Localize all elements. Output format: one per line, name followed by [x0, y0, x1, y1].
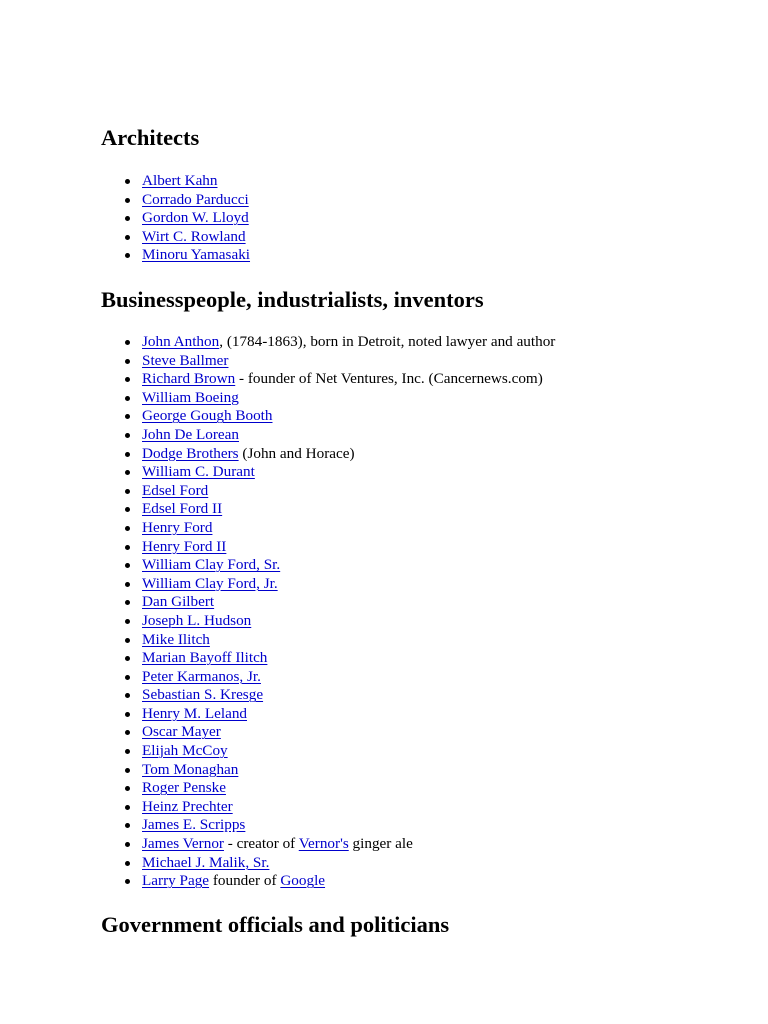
person-link[interactable]: James E. Scripps	[142, 816, 246, 834]
person-link[interactable]: James Vernor	[142, 835, 224, 853]
bullet-icon	[125, 340, 130, 345]
architects-list	[101, 172, 250, 265]
person-link[interactable]: Roger Penske	[142, 779, 226, 797]
person-link[interactable]: Michael J. Malik, Sr.	[142, 853, 270, 871]
person-link[interactable]: Peter Karmanos, Jr.	[142, 667, 261, 685]
list-item	[101, 816, 555, 835]
list-item	[101, 556, 555, 575]
person-link[interactable]: Tom Monaghan	[142, 760, 239, 778]
bullet-icon	[125, 179, 130, 184]
bullet-icon	[125, 749, 130, 754]
list-item	[101, 445, 555, 464]
list-item	[101, 612, 555, 631]
bullet-icon	[125, 693, 130, 698]
person-link[interactable]: Richard Brown	[142, 370, 236, 388]
person-link[interactable]: George Gough Booth	[142, 407, 273, 425]
item-description-tail: ginger ale	[348, 835, 413, 853]
bullet-icon	[125, 823, 130, 828]
list-item	[101, 872, 555, 891]
person-link[interactable]: Steve Ballmer	[142, 351, 229, 369]
bullet-icon	[125, 198, 130, 203]
list-item	[101, 686, 555, 705]
bullet-icon	[125, 216, 130, 221]
bullet-icon	[125, 768, 130, 773]
bullet-icon	[125, 861, 130, 866]
item-description: founder of	[209, 872, 281, 890]
bullet-icon	[125, 675, 130, 680]
section-heading-architects: Architects	[101, 125, 200, 150]
bullet-icon	[125, 470, 130, 475]
list-item	[101, 482, 555, 501]
bullet-icon	[125, 545, 130, 550]
bullet-icon	[125, 235, 130, 240]
list-item	[101, 538, 555, 557]
list-item	[101, 723, 555, 742]
person-link[interactable]: Mike Ilitch	[142, 630, 210, 648]
person-link[interactable]: Larry Page	[142, 872, 210, 890]
person-link[interactable]: John Anthon	[142, 333, 220, 350]
bullet-icon	[125, 600, 130, 605]
bullet-icon	[125, 359, 130, 364]
bullet-icon	[125, 253, 130, 258]
list-item	[101, 631, 555, 650]
list-item	[101, 426, 555, 445]
person-link[interactable]: Joseph L. Hudson	[142, 611, 252, 629]
list-item	[101, 798, 555, 817]
item-description: - creator of	[223, 835, 299, 853]
list-item	[101, 761, 555, 780]
list-item	[101, 228, 250, 247]
bullet-icon	[125, 842, 130, 847]
list-item	[101, 854, 555, 873]
person-link[interactable]: Sebastian S. Kresge	[142, 686, 264, 704]
list-item	[101, 500, 555, 519]
bullet-icon	[125, 638, 130, 643]
bullet-icon	[125, 619, 130, 624]
person-link[interactable]: Corrado Parducci	[142, 190, 249, 208]
bullet-icon	[125, 433, 130, 438]
list-item	[101, 191, 250, 210]
bullet-icon	[125, 879, 130, 884]
bullet-icon	[125, 526, 130, 531]
person-link[interactable]: William C. Durant	[142, 463, 255, 481]
person-link[interactable]: Albert Kahn	[142, 172, 218, 189]
item-description: (John and Horace)	[238, 444, 355, 462]
bullet-icon	[125, 377, 130, 382]
person-link[interactable]: Wirt C. Rowland	[142, 227, 246, 245]
bullet-icon	[125, 396, 130, 401]
bullet-icon	[125, 582, 130, 587]
list-item	[101, 668, 555, 687]
list-item	[101, 463, 555, 482]
bullet-icon	[125, 786, 130, 791]
bullet-icon	[125, 712, 130, 717]
related-link[interactable]: Vernor's	[298, 835, 349, 853]
person-link[interactable]: Henry Ford II	[142, 537, 227, 555]
section-heading-government: Government officials and politicians	[101, 912, 450, 937]
person-link[interactable]: William Clay Ford, Jr.	[142, 574, 278, 592]
list-item	[101, 779, 555, 798]
person-link[interactable]: William Boeing	[142, 388, 239, 406]
bullet-icon	[125, 730, 130, 735]
person-link[interactable]: Heinz Prechter	[142, 797, 233, 815]
person-link[interactable]: Gordon W. Lloyd	[142, 209, 249, 227]
item-description: , (1784-1863), born in Detroit, noted lawyer and author	[219, 333, 556, 350]
bullet-icon	[125, 507, 130, 512]
bullet-icon	[125, 414, 130, 419]
list-item	[101, 333, 555, 352]
person-link[interactable]: John De Lorean	[142, 425, 239, 443]
person-link[interactable]: Edsel Ford II	[142, 500, 223, 518]
list-item	[101, 246, 250, 265]
businesspeople-list	[101, 333, 555, 891]
list-item	[101, 519, 555, 538]
list-item	[101, 835, 555, 854]
list-item	[101, 209, 250, 228]
bullet-icon	[125, 656, 130, 661]
person-link[interactable]: Oscar Mayer	[142, 723, 221, 741]
person-link[interactable]: Henry Ford	[142, 518, 213, 536]
person-link[interactable]: Edsel Ford	[142, 481, 209, 499]
list-item	[101, 742, 555, 761]
bullet-icon	[125, 563, 130, 568]
list-item	[101, 172, 250, 191]
bullet-icon	[125, 805, 130, 810]
person-link[interactable]: Henry M. Leland	[142, 704, 248, 722]
section-heading-businesspeople: Businesspeople, industrialists, inventors	[101, 287, 484, 312]
list-item	[101, 389, 555, 408]
related-link[interactable]: Google	[280, 872, 326, 890]
list-item	[101, 352, 555, 371]
list-item	[101, 407, 555, 426]
list-item	[101, 593, 555, 612]
person-link[interactable]: Dan Gilbert	[142, 593, 215, 611]
list-item	[101, 705, 555, 724]
person-link[interactable]: William Clay Ford, Sr.	[142, 556, 281, 574]
list-item	[101, 649, 555, 668]
list-item	[101, 370, 555, 389]
person-link[interactable]: Minoru Yamasaki	[142, 246, 251, 264]
person-link[interactable]: Dodge Brothers	[142, 444, 239, 462]
item-description: - founder of Net Ventures, Inc. (Cancernews.com)	[235, 370, 543, 388]
bullet-icon	[125, 452, 130, 457]
person-link[interactable]: Elijah McCoy	[142, 742, 228, 760]
bullet-icon	[125, 489, 130, 494]
list-item	[101, 575, 555, 594]
person-link[interactable]: Marian Bayoff Ilitch	[142, 649, 268, 667]
